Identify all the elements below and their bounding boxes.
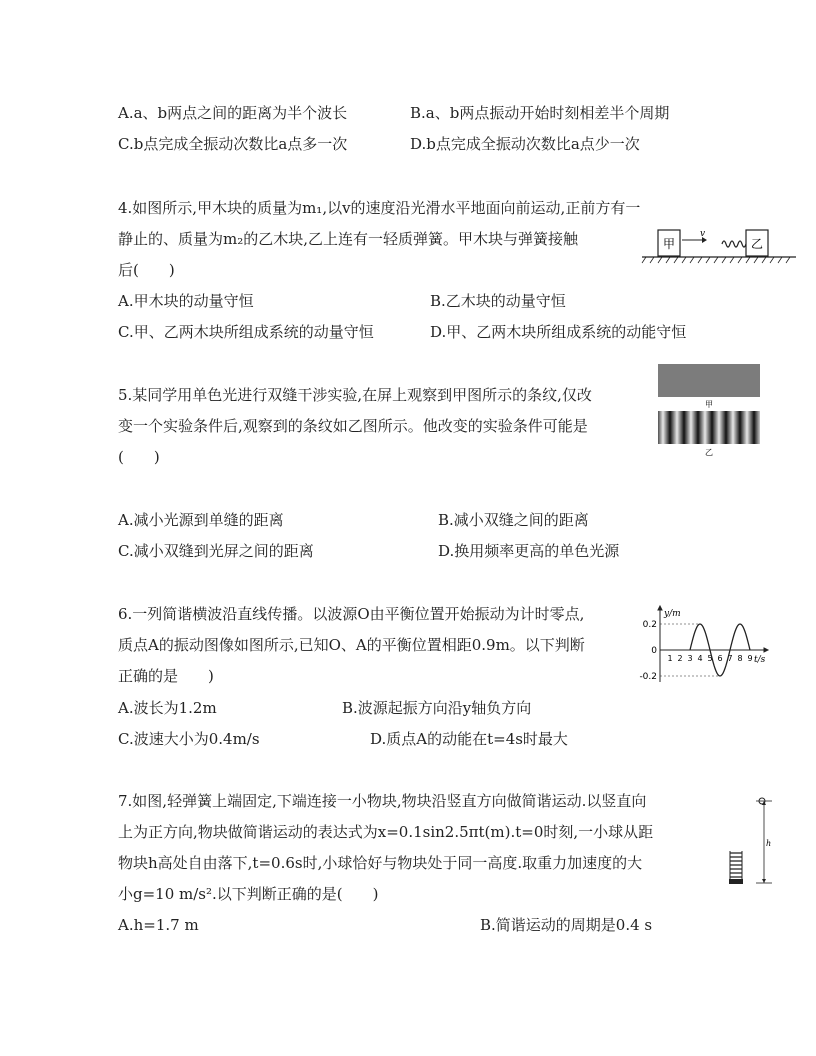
q6-option-b: B.波源起振方向沿y轴负方向 xyxy=(342,699,532,717)
q4-stem-line1: 4.如图所示,甲木块的质量为m₁,以v的速度沿光滑水平地面向前运动,正前方有一 xyxy=(118,199,641,217)
q7-stem-line3: 物块h高处自由落下,t=0.6s时,小球恰好与物块处于同一高度.取重力加速度的大 xyxy=(118,854,643,872)
fringe-label-yi: 乙 xyxy=(705,448,713,457)
ground-hatching xyxy=(642,257,790,263)
q3-option-a: A.a、b两点之间的距离为半个波长 xyxy=(118,104,348,122)
graph-x-tick-label: 2 xyxy=(677,654,683,663)
q4-option-d: D.甲、乙两木块所组成系统的动能守恒 xyxy=(430,323,687,341)
q7-stem-line2: 上为正方向,物块做简谐运动的表达式为x=0.1sin2.5πt(m).t=0时刻,一小球从距 xyxy=(118,823,654,841)
fringe-pattern-yi xyxy=(658,411,760,444)
q3-option-d: D.b点完成全振动次数比a点少一次 xyxy=(410,135,640,153)
q5-option-d: D.换用频率更高的单色光源 xyxy=(438,542,620,560)
q5-fringes-figure xyxy=(656,362,762,458)
q4-blocks-figure xyxy=(640,226,798,268)
q6-vibration-graph xyxy=(630,600,780,686)
q4-option-a: A.甲木块的动量守恒 xyxy=(118,292,254,310)
block-icon xyxy=(729,879,743,884)
q7-spring-figure xyxy=(726,793,776,889)
block-yi-label: 乙 xyxy=(750,237,764,251)
q5-option-c: C.减小双缝到光屏之间的距离 xyxy=(118,542,314,560)
q7-option-b: B.简谐运动的周期是0.4 s xyxy=(480,916,653,934)
fringe-label-jia: 甲 xyxy=(705,400,713,409)
q5-option-a: A.减小光源到单缝的距离 xyxy=(118,511,284,529)
height-label: h xyxy=(766,839,772,848)
q6-stem-line2: 质点A的振动图像如图所示,已知O、A的平衡位置相距0.9m。以下判断 xyxy=(118,636,585,654)
graph-x-tick-label: 6 xyxy=(717,654,723,663)
graph-x-tick-label: 8 xyxy=(737,654,743,663)
graph-x-tick-label: 7 xyxy=(727,654,733,663)
graph-y-label: y/m xyxy=(664,609,681,619)
velocity-label: v xyxy=(700,229,706,239)
fringe-pattern-jia xyxy=(658,364,760,397)
q3-option-b: B.a、b两点振动开始时刻相差半个周期 xyxy=(410,104,670,122)
graph-y-tick-bottom: -0.2 xyxy=(639,672,657,682)
q6-option-a: A.波长为1.2m xyxy=(118,699,217,717)
q3-option-c: C.b点完成全振动次数比a点多一次 xyxy=(118,135,348,153)
spring-icon xyxy=(722,241,746,247)
q5-option-b: B.减小双缝之间的距离 xyxy=(438,511,589,529)
q7-stem-line1: 7.如图,轻弹簧上端固定,下端连接一小物块,物块沿竖直方向做简谐运动.以竖直向 xyxy=(118,792,647,810)
graph-x-label: t/s xyxy=(754,655,766,665)
graph-y-tick-top: 0.2 xyxy=(642,620,657,630)
q4-stem-line2: 静止的、质量为m₂的乙木块,乙上连有一轻质弹簧。甲木块与弹簧接触 xyxy=(118,230,579,248)
graph-y-tick-zero: 0 xyxy=(651,646,657,656)
q5-stem-line1: 5.某同学用单色光进行双缝干涉实验,在屏上观察到甲图所示的条纹,仅改 xyxy=(118,386,592,404)
graph-x-tick-label: 1 xyxy=(667,654,673,663)
height-arrow-bottom xyxy=(762,879,766,883)
spring-icon xyxy=(730,853,742,877)
q6-option-d: D.质点A的动能在t=4s时最大 xyxy=(370,730,568,748)
graph-x-tick-label: 3 xyxy=(687,654,693,663)
q5-stem-line3: ( ) xyxy=(118,448,160,466)
graph-x-tick-label: 4 xyxy=(697,654,703,663)
graph-x-tick-label: 9 xyxy=(747,654,753,663)
block-jia-label: 甲 xyxy=(662,237,676,251)
q4-option-c: C.甲、乙两木块所组成系统的动量守恒 xyxy=(118,323,374,341)
q5-stem-line2: 变一个实验条件后,观察到的条纹如乙图所示。他改变的实验条件可能是 xyxy=(118,417,588,435)
q7-option-a: A.h=1.7 m xyxy=(118,916,199,934)
q4-option-b: B.乙木块的动量守恒 xyxy=(430,292,566,310)
q6-option-c: C.波速大小为0.4m/s xyxy=(118,730,260,748)
q6-stem-line1: 6.一列简谐横波沿直线传播。以波源O由平衡位置开始振动为计时零点, xyxy=(118,605,585,623)
q7-stem-line4: 小g=10 m/s².以下判断正确的是( ) xyxy=(118,885,379,903)
graph-x-tick-label: 5 xyxy=(707,654,713,663)
q6-stem-line3: 正确的是 ) xyxy=(118,667,214,685)
graph-x-ticks xyxy=(667,654,752,663)
q4-stem-line3: 后( ) xyxy=(118,261,175,279)
